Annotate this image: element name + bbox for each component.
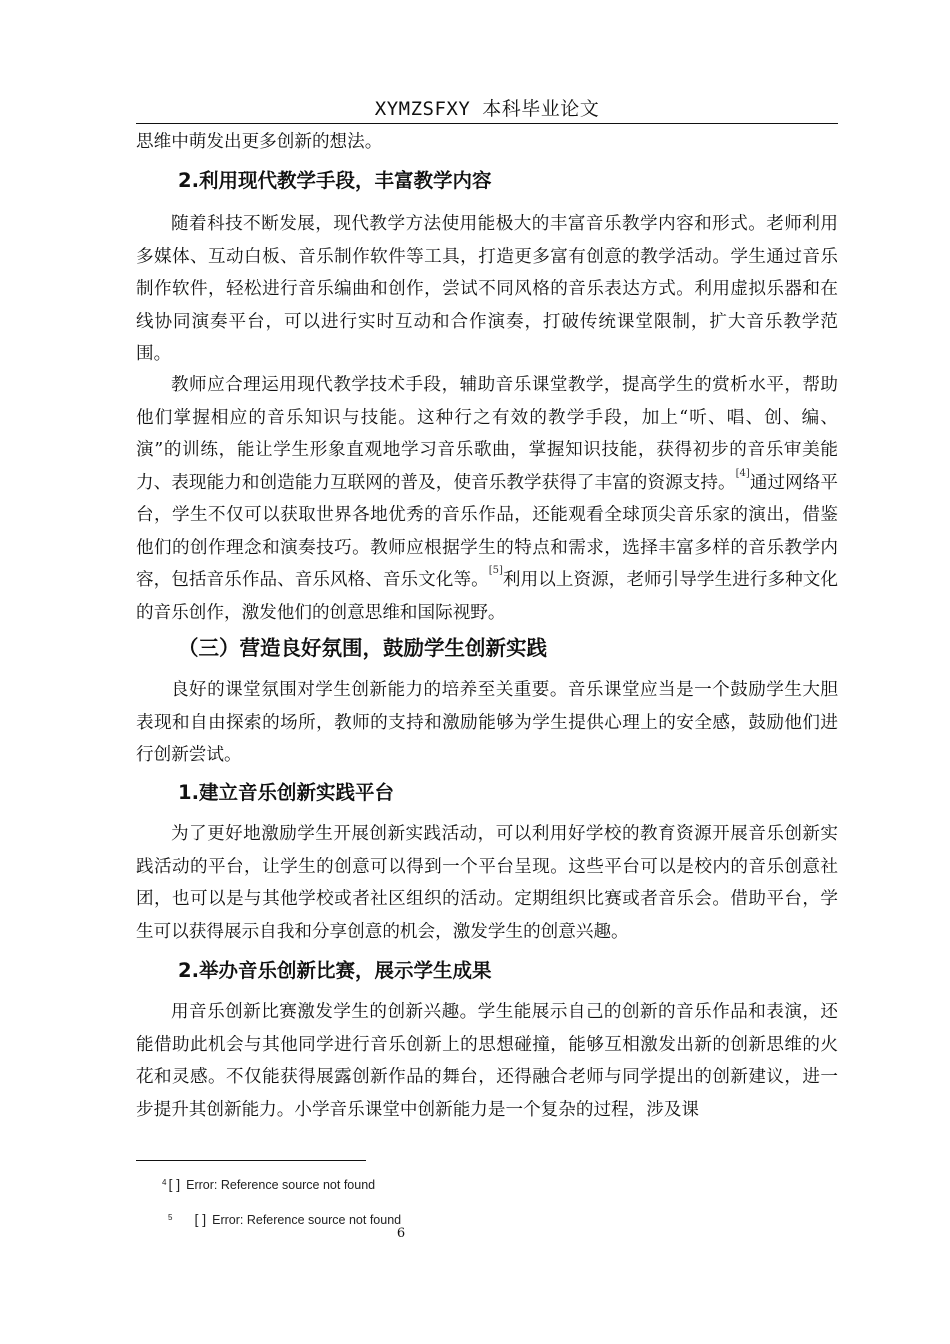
section-heading-practice-platform: 1.建立音乐创新实践平台 bbox=[178, 781, 394, 804]
page-number: 6 bbox=[396, 1226, 406, 1241]
paragraph-practice-platform: 为了更好地激励学生开展创新实践活动，可以利用好学校的教育资源开展音乐创新实践活动的平台，让学生的创意可以得到一个平台呈现。这些平台可以是校内的音乐创意社团，也可以是与其他学校或者社区组织的活动。定期组织比赛或者音乐会。借助平台，学生可以获得展示自我和分享创意的机会，激发学生的创意兴趣。 bbox=[136, 824, 838, 942]
footnote-separator bbox=[136, 1160, 366, 1161]
paragraph-continued: 思维中萌发出更多创新的想法。 bbox=[136, 132, 383, 152]
chapter-heading-atmosphere: （三）营造良好氛围，鼓励学生创新实践 bbox=[178, 636, 547, 660]
paragraph-competition: 用音乐创新比赛激发学生的创新兴趣。学生能展示自己的创新的音乐作品和表演，还能借助此机会与其他同学进行音乐创新上的思想碰撞，能够互相激发出新的创新思维的火花和灵感。不仅能获得展露创新作品的舞台，还得融合老师与同学提出的创新建议，进一步提升其创新能力。小学音乐课堂中创新能力是一个复杂的过程，涉及课 bbox=[136, 1002, 838, 1120]
footnote-mark: 5 bbox=[168, 1213, 173, 1222]
footnote-text: Error: Reference source not found bbox=[186, 1178, 376, 1192]
paragraph-classroom-atmosphere: 良好的课堂氛围对学生创新能力的培养至关重要。音乐课堂应当是一个鼓励学生大胆表现和自由探索的场所，教师的支持和激励能够为学生提供心理上的安全感，鼓励他们进行创新尝试。 bbox=[136, 680, 838, 765]
paragraph-text: 通过网络平台，学生不仅可以获取世界各地优秀的音乐作品，还能观看全球顶尖音乐家的演出，借鉴他们的创作理念和演奏技巧。教师应根据学生的特点和需求，选择丰富多样的音乐教学内容，包括音乐作品、音乐风格、音乐文化等。 bbox=[136, 472, 838, 590]
footnote-bracket: [ ] bbox=[194, 1211, 207, 1227]
section-heading-competition: 2.举办音乐创新比赛，展示学生成果 bbox=[178, 959, 492, 982]
paragraph-text: 教师应合理运用现代教学技术手段，辅助音乐课堂教学，提高学生的赏析水平，帮助他们掌握相应的音乐知识与技能。这种行之有效的教学手段，加上“听、唱、创、编、演”的训练，能让学生形象直观地学习音乐歌曲，掌握知识技能，获得初步的音乐审美能力、表现能力和创造能力互联网的普及，使音乐教学获得了丰富的资源支持。 bbox=[136, 375, 838, 493]
paragraph-modern-technology: 随着科技不断发展，现代教学方法使用能极大的丰富音乐教学内容和形式。老师利用多媒体、互动白板、音乐制作软件等工具，打造更多富有创意的教学活动。学生通过音乐制作软件，轻松进行音乐编曲和创作，尝试不同风格的音乐表达方式。利用虚拟乐器和在线协同演奏平台，可以进行实时互动和合作演奏，打破传统课堂限制，扩大音乐教学范围。 bbox=[136, 214, 838, 364]
paragraph-text: 利用以上资源，老师引导学生进行多种文化的音乐创作，激发他们的创意思维和国际视野。 bbox=[136, 570, 838, 623]
footnote-text: Error: Reference source not found bbox=[212, 1213, 402, 1227]
footnote-bracket: [ ] bbox=[168, 1176, 181, 1192]
footnote-mark: 4 bbox=[162, 1178, 167, 1187]
citation-ref-4[interactable]: [4] bbox=[735, 467, 750, 479]
citation-ref-5[interactable]: [5] bbox=[488, 565, 503, 576]
footnote-4 bbox=[162, 1176, 375, 1193]
section-heading-modern-teaching: 2.利用现代教学手段，丰富教学内容 bbox=[178, 169, 492, 192]
running-header: XYMZSFXY 本科毕业论文 bbox=[374, 98, 600, 120]
paragraph-teaching-methods bbox=[136, 369, 838, 629]
header-rule bbox=[136, 123, 838, 124]
